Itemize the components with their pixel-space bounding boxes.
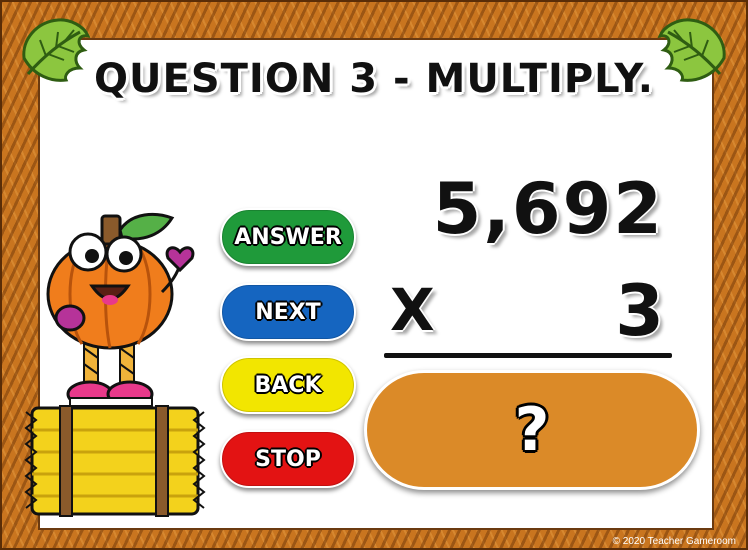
copyright-text: © 2020 Teacher Gameroom [612,536,736,547]
multiplicand: 5,692 [432,168,664,250]
next-button[interactable]: NEXT [220,283,356,341]
multiply-operator: X [390,276,435,344]
stop-button[interactable]: STOP [220,430,356,488]
question-mark-placeholder: ? [514,395,550,465]
hay-bale [26,406,204,516]
back-button[interactable]: BACK [220,356,356,414]
answer-button[interactable]: ANSWER [220,208,356,266]
answer-line [384,353,672,358]
multiplier: 3 [615,270,664,352]
question-title: QUESTION 3 - MULTIPLY. [94,56,654,102]
answer-reveal-box[interactable] [364,370,700,490]
pumpkin-character [22,208,212,528]
